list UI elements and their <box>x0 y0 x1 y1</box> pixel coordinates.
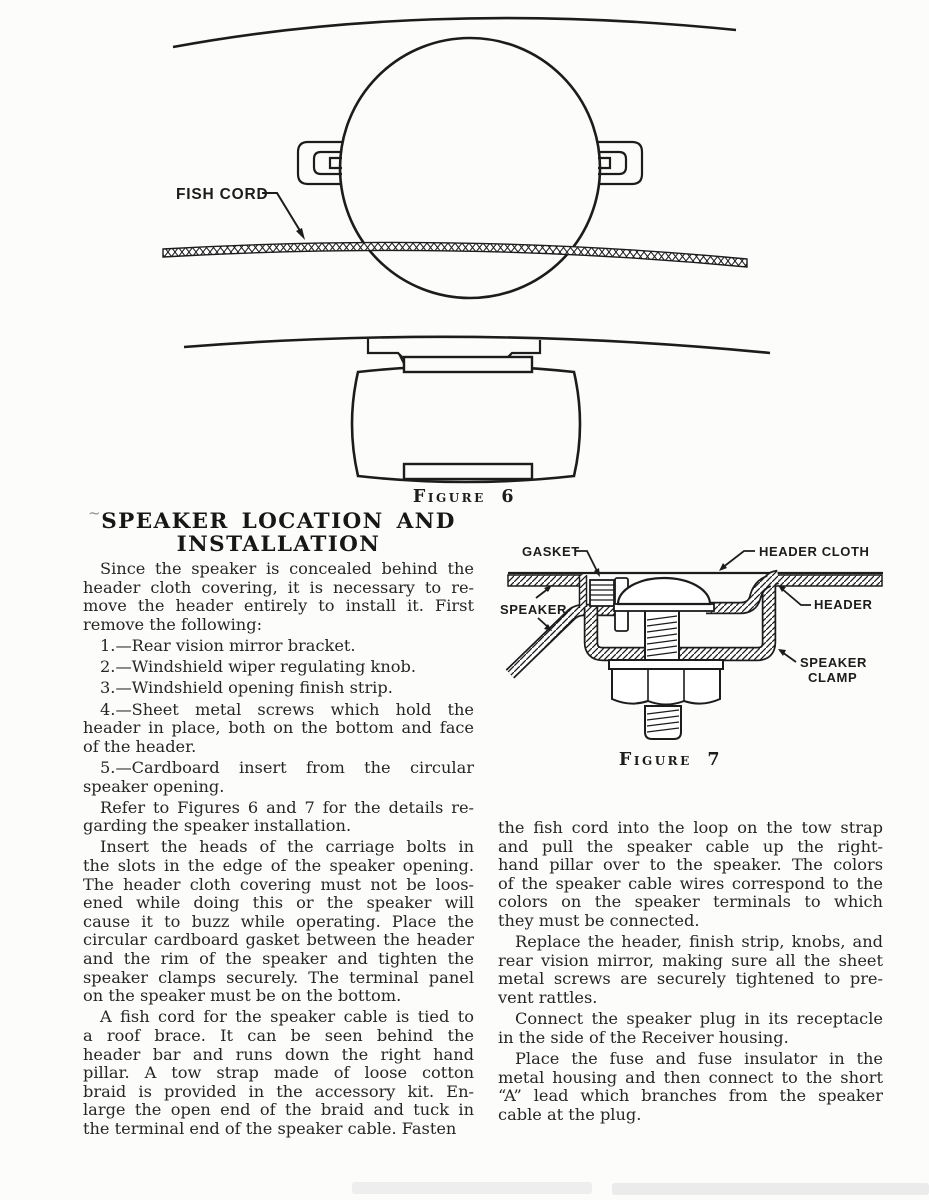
text-line: on the speaker must be on the bottom. <box>83 986 402 1006</box>
section-heading <box>83 511 474 556</box>
gasket-block <box>590 580 614 606</box>
text-line: metal housing and then connect to the short <box>498 1067 883 1087</box>
text-line: the fish cord into the loop on the tow strap <box>498 818 883 837</box>
speaker-clamp-label-line2: CLAMP <box>808 670 858 685</box>
scan-smudge: ~ <box>88 504 101 522</box>
right-column-body <box>498 819 883 1124</box>
heading-line1: SPEAKER LOCATION AND <box>101 509 456 534</box>
text-line: of the header. <box>83 736 197 756</box>
text-line: of the speaker cable wires correspond to the <box>498 873 883 893</box>
speaker-label: SPEAKER <box>500 602 568 617</box>
speaker-opening-circle <box>340 38 600 298</box>
text-line: hand pillar over to the speaker. The colors <box>498 855 883 875</box>
bolt-dome-head <box>618 578 710 604</box>
text-line: 1.—Rear vision mirror bracket. <box>100 635 356 655</box>
scan-artifact-bar <box>612 1183 929 1195</box>
paragraph <box>83 658 474 677</box>
paragraph <box>83 759 474 796</box>
text-line: circular cardboard gasket between the header <box>83 930 474 950</box>
fish-cord-arrowhead <box>296 228 305 240</box>
paragraph <box>83 799 474 836</box>
text-line: speaker opening. <box>83 776 225 796</box>
hex-nut <box>612 669 720 705</box>
paragraph <box>498 819 883 931</box>
text-line: 4.—Sheet metal screws which hold the <box>100 699 474 719</box>
text-line: ened while doing this or the speaker will <box>83 893 474 913</box>
text-line: Connect the speaker plug in its receptacle <box>515 1009 883 1029</box>
left-column-body <box>83 560 474 1139</box>
text-line: header in place, both on the bottom and face <box>83 718 474 738</box>
text-line: garding the speaker installation. <box>83 816 352 836</box>
text-line: Refer to Figures 6 and 7 for the details re- <box>100 797 474 817</box>
paragraph <box>83 637 474 656</box>
text-line: The header cloth covering must not be loos- <box>83 874 474 894</box>
paragraph <box>83 701 474 757</box>
figure7-caption: Figure 7 <box>618 750 723 770</box>
threaded-stub <box>645 706 681 739</box>
text-line: the slots in the edge of the speaker opening. <box>83 856 474 876</box>
fish-cord-band <box>163 242 747 267</box>
text-line: Replace the header, finish strip, knobs, and <box>515 932 883 952</box>
roof-arc <box>173 18 736 47</box>
text-line: pillar. A tow strap made of loose cotton <box>83 1063 474 1083</box>
text-line: a roof brace. It can be seen behind the <box>83 1026 474 1045</box>
text-line: in the side of the Receiver housing. <box>498 1027 789 1047</box>
speaker-flange <box>510 610 620 674</box>
washer <box>609 660 723 669</box>
text-line: Insert the heads of the carriage bolts in <box>100 837 474 857</box>
figure7-diagram <box>478 528 898 778</box>
text-line: and pull the speaker cable up the right- <box>498 836 883 856</box>
text-line: cause it to buzz while operating. Place the <box>83 911 474 931</box>
text-line: metal screws are securely tightened to pre- <box>498 969 883 989</box>
text-line: cable at the plug. <box>498 1104 642 1124</box>
text-line: they must be connected. <box>498 910 700 930</box>
left-column <box>83 511 474 1141</box>
housing-bottom-strip <box>404 464 532 479</box>
gasket-label: GASKET <box>522 544 580 559</box>
text-line: A fish cord for the speaker cable is tied to <box>100 1007 474 1027</box>
text-line: Since the speaker is concealed behind the <box>100 559 474 578</box>
header-cloth-leader <box>722 551 755 568</box>
right-column <box>498 819 883 1127</box>
header-leader <box>781 588 811 605</box>
header-panel-left <box>508 575 582 586</box>
heading-line2: INSTALLATION <box>176 531 381 557</box>
left-slot-clip <box>298 142 342 184</box>
header-cloth-label: HEADER CLOTH <box>759 544 870 559</box>
text-line: colors on the speaker terminals to which <box>498 892 883 912</box>
text-line: Place the fuse and fuse insulator in the <box>515 1048 883 1068</box>
clamp-upper-run <box>706 581 769 608</box>
text-line: and the rim of the speaker and tighten the <box>83 949 474 969</box>
fish-cord-label: FISH CORD <box>176 186 269 203</box>
header-panel-right <box>774 575 882 586</box>
text-line: “A” lead which branches from the speaker <box>498 1086 883 1106</box>
text-line: large the open end of the braid and tuck in <box>83 1100 474 1120</box>
header-bar-arc <box>184 337 770 353</box>
paragraph <box>83 679 474 698</box>
speaker-clamp-label-line1: SPEAKER <box>800 655 868 670</box>
paragraph <box>498 1010 883 1047</box>
paragraph <box>83 560 474 634</box>
text-line: header cloth covering, it is necessary to re- <box>83 577 474 597</box>
text-line: header bar and runs down the right hand <box>83 1044 474 1064</box>
figure6-diagram <box>0 0 929 520</box>
text-line: rear vision mirror, making sure all the sheet <box>498 950 883 970</box>
text-line: speaker clamps securely. The terminal panel <box>83 967 474 987</box>
text-line: 5.—Cardboard insert from the circular <box>100 757 474 777</box>
paragraph <box>498 933 883 1007</box>
text-line: move the header entirely to install it. First <box>83 596 474 616</box>
scan-artifact-bar <box>352 1182 592 1194</box>
paragraph <box>83 1008 474 1138</box>
text-line: 2.—Windshield wiper regulating knob. <box>100 657 417 677</box>
figure6-caption: Figure 6 <box>412 487 517 507</box>
text-line: braid is provided in the accessory kit. En- <box>83 1081 474 1101</box>
paragraph <box>83 838 474 1005</box>
text-line: the terminal end of the speaker cable. Fasten <box>83 1118 457 1138</box>
paragraph <box>498 1050 883 1124</box>
text-line: vent rattles. <box>498 987 598 1007</box>
housing-top-strip <box>404 357 532 372</box>
header-label: HEADER <box>814 597 873 612</box>
text-line: remove the following: <box>83 614 263 634</box>
right-slot-clip <box>598 142 642 184</box>
text-line: 3.—Windshield opening finish strip. <box>100 678 393 698</box>
